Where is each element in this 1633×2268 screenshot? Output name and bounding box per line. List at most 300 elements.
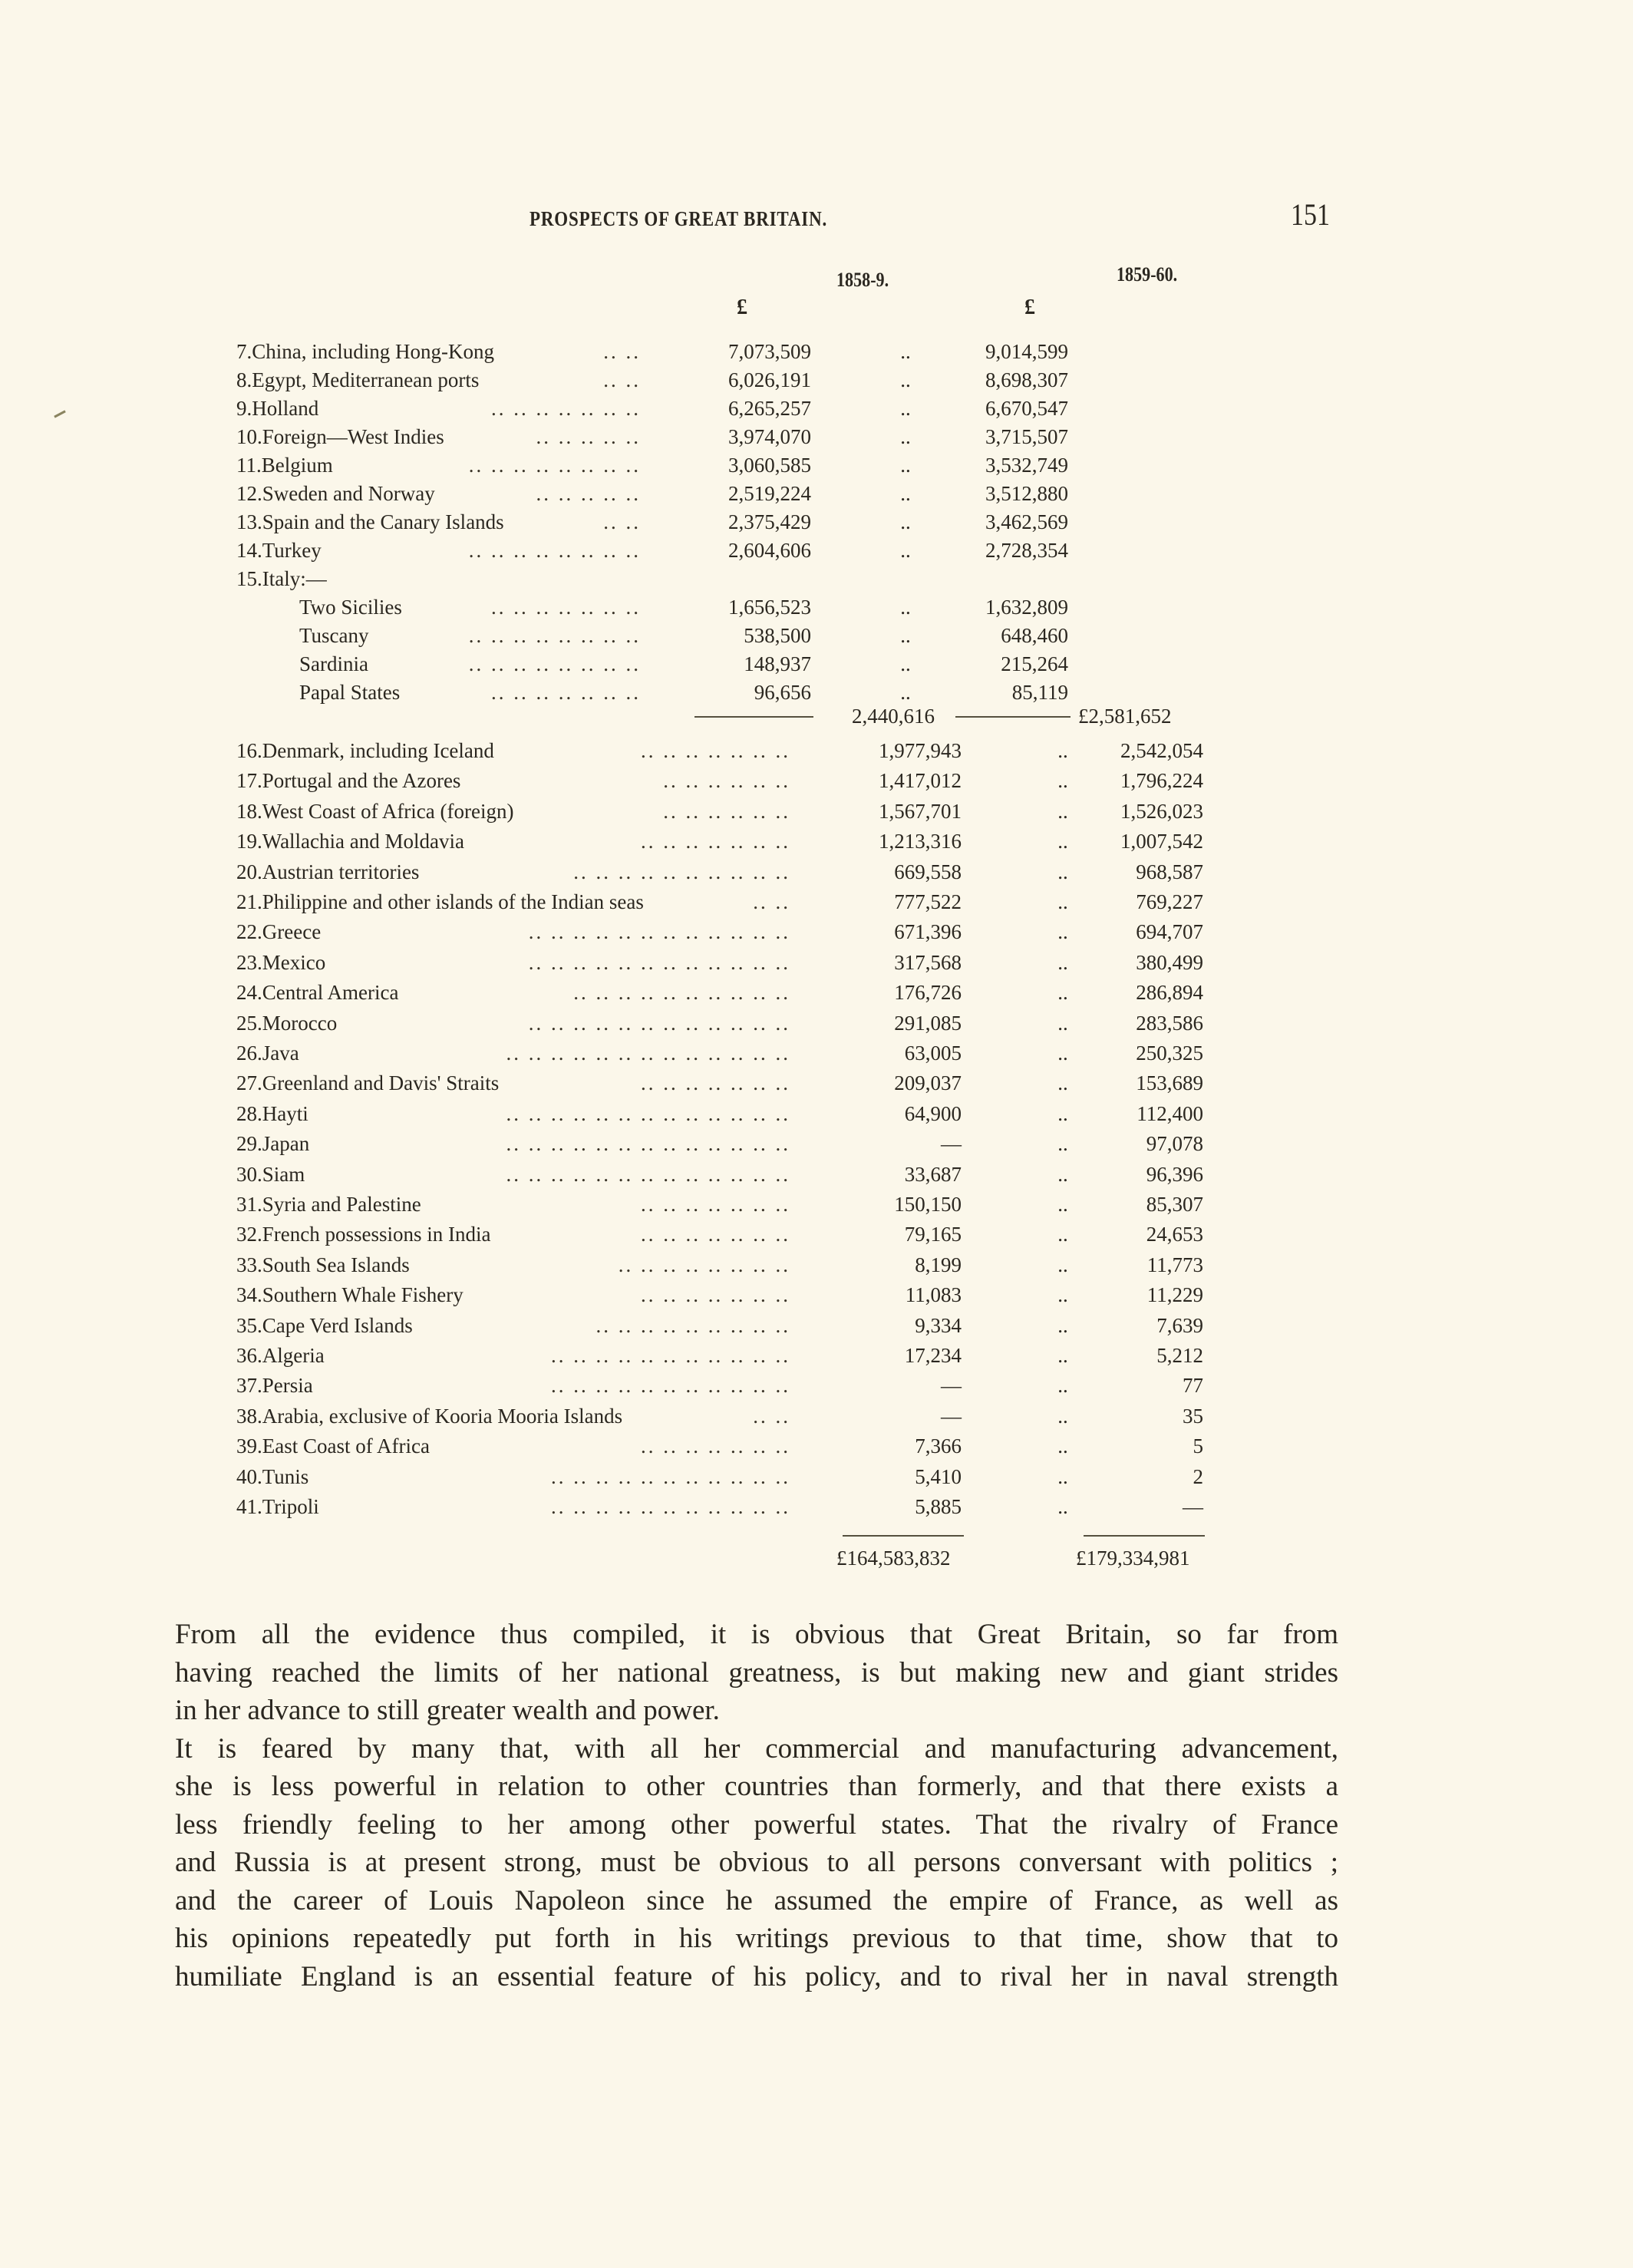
separator-dots: .. xyxy=(1057,1495,1068,1518)
row-label xyxy=(236,796,513,827)
value-1858-9: 79,165 xyxy=(904,1223,962,1246)
table-row xyxy=(0,1038,1633,1068)
value-1858-9: 17,234 xyxy=(904,1344,962,1367)
separator-dots: .. xyxy=(1057,799,1068,823)
value-1859-60: 11,229 xyxy=(1146,1283,1203,1307)
dot-leader: .. .. .. .. .. .. .. xyxy=(641,1193,790,1216)
dot-leader: .. .. xyxy=(603,510,641,533)
dot-leader: .. .. .. .. .. .. xyxy=(663,769,790,793)
value-1858-9: 1,977,943 xyxy=(879,739,962,762)
separator-dots: .. xyxy=(1057,739,1068,762)
column-header-1859: 1859-60. xyxy=(1117,263,1178,286)
row-label xyxy=(236,478,435,509)
row-number: 26. xyxy=(236,1042,262,1065)
table-row xyxy=(0,916,1633,947)
row-label xyxy=(236,916,321,947)
row-name: Japan xyxy=(262,1132,310,1156)
separator-dots: .. xyxy=(900,397,911,420)
dot-leader: .. .. .. .. .. .. .. xyxy=(641,739,790,762)
value-1859-60: 9,014,599 xyxy=(985,340,1068,363)
dot-leader: .. .. xyxy=(603,340,641,363)
value-1859-60: 215,264 xyxy=(1001,652,1068,675)
page-number: 151 xyxy=(1291,197,1330,232)
dot-leader: .. .. .. .. .. .. .. .. .. .. .. .. .. xyxy=(506,1162,790,1186)
row-name: French possessions in India xyxy=(262,1223,491,1246)
value-1859-60: 648,460 xyxy=(1001,624,1068,647)
value-1858-9: 1,567,701 xyxy=(879,799,962,823)
row-label xyxy=(236,1219,490,1250)
row-label xyxy=(236,507,504,537)
separator-dots: .. xyxy=(1057,830,1068,853)
value-1859-60: 2,542,054 xyxy=(1120,739,1203,762)
value-1859-60: 77 xyxy=(1183,1374,1203,1398)
value-1858-9: 291,085 xyxy=(894,1011,962,1035)
value-1858-9: 7,366 xyxy=(915,1434,962,1458)
row-number: 18. xyxy=(236,799,262,823)
separator-dots: .. xyxy=(1057,1101,1068,1125)
row-label xyxy=(236,977,398,1008)
row-name: Algeria xyxy=(262,1344,325,1367)
text-line: in her advance to still greater wealth and power. xyxy=(175,1695,720,1726)
value-1859-60: 153,689 xyxy=(1136,1071,1203,1095)
text-line: and Russia is at present strong, must be obvious to all persons conversant with politics ; xyxy=(175,1847,1338,1878)
row-number: 41. xyxy=(236,1495,262,1518)
row-number: 40. xyxy=(236,1464,262,1488)
row-name: Sardinia xyxy=(299,652,368,675)
value-1858-9: 2,519,224 xyxy=(728,482,811,505)
separator-dots: .. xyxy=(1057,1071,1068,1095)
row-number: 29. xyxy=(236,1132,262,1156)
text-line: and the career of Louis Napoleon since he assumed the empire of France, as well as xyxy=(175,1884,1338,1916)
value-1859-60: 2,728,354 xyxy=(985,539,1068,562)
value-1858-9: 33,687 xyxy=(904,1162,962,1186)
row-name: Syria and Palestine xyxy=(262,1193,421,1216)
row-label xyxy=(236,765,460,796)
row-name: Spain and the Canary Islands xyxy=(262,510,504,533)
row-name: West Coast of Africa (foreign) xyxy=(262,799,514,823)
row-label xyxy=(236,1461,308,1492)
table-row xyxy=(0,1098,1633,1129)
dot-leader: .. .. .. .. .. .. .. xyxy=(641,1434,790,1458)
row-number: 11. xyxy=(236,454,262,477)
value-1858-9: 669,558 xyxy=(894,860,962,883)
row-name: Turkey xyxy=(262,539,322,562)
table-row xyxy=(0,1128,1633,1159)
value-1859-60: 250,325 xyxy=(1136,1042,1203,1065)
value-1858-9: 6,265,257 xyxy=(728,397,811,420)
table-row xyxy=(0,1491,1633,1522)
separator-dots: .. xyxy=(900,681,911,704)
dot-leader: .. .. .. .. .. .. .. xyxy=(641,1283,790,1307)
value-1859-60: 35 xyxy=(1183,1404,1203,1428)
dot-leader: .. .. .. .. .. .. .. .. xyxy=(468,539,641,562)
row-name: China, including Hong-Kong xyxy=(252,340,494,363)
table-row xyxy=(0,365,1633,395)
separator-dots: .. xyxy=(1057,860,1068,883)
value-1859-60: 3,512,880 xyxy=(985,482,1068,505)
table-row xyxy=(0,977,1633,1008)
row-number: 23. xyxy=(236,950,262,974)
row-name: Siam xyxy=(262,1162,305,1186)
separator-dots: .. xyxy=(1057,1042,1068,1065)
separator-dots: .. xyxy=(1057,769,1068,793)
table-row xyxy=(0,1431,1633,1461)
value-1858-9: 5,410 xyxy=(915,1464,962,1488)
separator-dots: .. xyxy=(900,510,911,533)
table-row xyxy=(0,336,1633,367)
dot-leader: .. .. .. .. .. .. .. .. .. .. xyxy=(573,860,790,883)
value-1859-60: 694,707 xyxy=(1136,920,1203,944)
value-1859-60: — xyxy=(1183,1495,1203,1518)
value-1858-9: 1,656,523 xyxy=(728,596,811,619)
separator-dots: .. xyxy=(1057,1223,1068,1246)
table-row xyxy=(0,765,1633,796)
row-number: 32. xyxy=(236,1223,262,1246)
row-number: 33. xyxy=(236,1253,262,1276)
row-name: Mexico xyxy=(262,950,326,974)
value-1859-60: 7,639 xyxy=(1156,1313,1203,1337)
dot-leader: .. .. .. .. .. .. .. .. xyxy=(468,652,641,675)
row-label xyxy=(236,1068,499,1098)
table-row xyxy=(0,1401,1633,1431)
subtotal-rule xyxy=(955,716,1071,718)
value-1859-60: 11,773 xyxy=(1146,1253,1203,1276)
separator-dots: .. xyxy=(1057,981,1068,1005)
separator-dots: .. xyxy=(1057,1193,1068,1216)
table-row xyxy=(0,1068,1633,1098)
row-label xyxy=(236,826,464,857)
separator-dots: .. xyxy=(1057,1253,1068,1276)
table-row xyxy=(0,886,1633,917)
row-label xyxy=(236,886,644,917)
dot-leader: .. .. .. .. .. xyxy=(536,482,641,505)
dot-leader: .. .. .. .. .. .. .. .. xyxy=(468,624,641,647)
row-name: Holland xyxy=(252,397,319,420)
row-label xyxy=(299,677,400,708)
row-name: Morocco xyxy=(262,1011,338,1035)
value-1859-60: 5 xyxy=(1193,1434,1203,1458)
table-row xyxy=(0,1008,1633,1038)
table-row xyxy=(0,649,1633,679)
value-1858-9: 8,199 xyxy=(915,1253,962,1276)
text-line: It is feared by many that, with all her commercial and manufacturing advancement, xyxy=(175,1732,1338,1765)
dot-leader: .. .. .. .. .. .. .. xyxy=(491,397,641,420)
row-name: Foreign—West Indies xyxy=(262,425,444,448)
row-name: Southern Whale Fishery xyxy=(262,1283,464,1307)
row-number: 14. xyxy=(236,539,262,562)
dot-leader: .. .. .. .. .. .. .. xyxy=(641,1223,790,1246)
row-number: 36. xyxy=(236,1344,262,1367)
value-1858-9: 671,396 xyxy=(894,920,962,944)
value-1859-60: 8,698,307 xyxy=(985,368,1068,391)
row-name: Cape Verd Islands xyxy=(262,1313,413,1337)
row-name: Italy:— xyxy=(262,567,327,590)
dot-leader: .. .. .. .. .. .. .. .. .. .. .. xyxy=(551,1495,790,1518)
row-number: 13. xyxy=(236,510,262,533)
row-number: 27. xyxy=(236,1071,262,1095)
paragraph xyxy=(175,1616,1338,1730)
value-1858-9: 1,417,012 xyxy=(879,769,962,793)
total-rule xyxy=(1084,1535,1205,1537)
row-label xyxy=(236,1008,337,1038)
row-label xyxy=(236,1340,325,1371)
dot-leader: .. .. .. .. .. .. .. .. .. .. .. xyxy=(551,1344,790,1367)
table-row xyxy=(0,1461,1633,1492)
separator-dots: .. xyxy=(1057,890,1068,913)
row-label xyxy=(299,620,369,651)
row-number: 17. xyxy=(236,769,262,793)
separator-dots: .. xyxy=(900,482,911,505)
total-rule xyxy=(843,1535,964,1537)
row-label xyxy=(236,1370,313,1401)
running-title: PROSPECTS OF GREAT BRITAIN. xyxy=(529,207,828,230)
dot-leader: .. .. .. .. .. .. .. .. .. .. .. .. xyxy=(528,920,790,944)
table-row xyxy=(0,857,1633,887)
row-label xyxy=(236,1491,319,1522)
value-1859-60: 1,526,023 xyxy=(1120,799,1203,823)
separator-dots: .. xyxy=(1057,1344,1068,1367)
separator-dots: .. xyxy=(900,425,911,448)
row-label xyxy=(236,1310,413,1341)
row-label xyxy=(236,535,322,566)
value-1859-60: 1,796,224 xyxy=(1120,769,1203,793)
value-1859-60: 769,227 xyxy=(1136,890,1203,913)
value-1859-60: 112,400 xyxy=(1137,1101,1203,1125)
italy-subtotal-1859: £2,581,652 xyxy=(1078,705,1172,728)
separator-dots: .. xyxy=(1057,1011,1068,1035)
value-1859-60: 2 xyxy=(1193,1464,1203,1488)
row-label xyxy=(236,1279,464,1310)
row-number: 7. xyxy=(236,340,252,363)
table-row xyxy=(0,1370,1633,1401)
dot-leader: .. .. .. .. .. .. xyxy=(663,799,790,823)
table-row xyxy=(0,1340,1633,1371)
row-name: Belgium xyxy=(261,454,333,477)
row-label xyxy=(236,1189,421,1220)
value-1858-9: 2,375,429 xyxy=(728,510,811,533)
value-1859-60: 380,499 xyxy=(1136,950,1203,974)
dot-leader: .. .. .. .. .. .. .. xyxy=(491,681,641,704)
dot-leader: .. .. .. .. .. .. .. .. .. .. .. .. .. xyxy=(506,1101,790,1125)
value-1858-9: 7,073,509 xyxy=(728,340,811,363)
value-1859-60: 97,078 xyxy=(1146,1132,1203,1156)
value-1858-9: 64,900 xyxy=(904,1101,962,1125)
row-label xyxy=(236,1159,305,1190)
separator-dots: .. xyxy=(1057,1283,1068,1307)
dot-leader: .. .. .. .. .. .. .. xyxy=(491,596,641,619)
row-name: Tuscany xyxy=(299,624,369,647)
value-1858-9: 9,334 xyxy=(915,1313,962,1337)
value-1859-60: 283,586 xyxy=(1136,1011,1203,1035)
row-label xyxy=(236,1250,410,1280)
row-number: 37. xyxy=(236,1374,262,1398)
separator-dots: .. xyxy=(1057,1464,1068,1488)
row-label xyxy=(236,857,419,887)
row-number: 24. xyxy=(236,981,262,1005)
dot-leader: .. .. .. .. .. .. .. .. .. .. .. .. .. xyxy=(506,1132,790,1156)
value-1858-9: 63,005 xyxy=(904,1042,962,1065)
value-1858-9: 209,037 xyxy=(894,1071,962,1095)
row-number: 35. xyxy=(236,1313,262,1337)
value-1858-9: 148,937 xyxy=(744,652,811,675)
row-number: 15. xyxy=(236,567,262,590)
table-row xyxy=(0,826,1633,857)
row-name: Persia xyxy=(262,1374,313,1398)
value-1859-60: 96,396 xyxy=(1146,1162,1203,1186)
text-line: humiliate England is an essential feature of his policy, and to rival her in naval strength xyxy=(175,1960,1338,1992)
row-number: 22. xyxy=(236,920,262,944)
row-number: 31. xyxy=(236,1193,262,1216)
separator-dots: .. xyxy=(900,652,911,675)
dot-leader: .. .. .. .. .. .. .. .. xyxy=(618,1253,790,1276)
row-label xyxy=(236,735,494,766)
dot-leader: .. .. .. .. .. .. .. .. .. .. .. xyxy=(551,1374,790,1398)
row-label xyxy=(236,1038,299,1068)
row-name: Greece xyxy=(262,920,322,944)
grand-total-1859: £179,334,981 xyxy=(1076,1547,1190,1570)
value-1858-9: 96,656 xyxy=(754,681,811,704)
value-1859-60: 3,462,569 xyxy=(985,510,1068,533)
separator-dots: .. xyxy=(1057,1132,1068,1156)
dot-leader: .. .. .. .. .. .. .. .. .. .. .. .. xyxy=(528,950,790,974)
row-label xyxy=(236,1128,309,1159)
table-row xyxy=(0,1279,1633,1310)
table-row xyxy=(0,393,1633,424)
value-1859-60: 968,587 xyxy=(1136,860,1203,883)
row-number: 25. xyxy=(236,1011,262,1035)
row-name: Austrian territories xyxy=(262,860,420,883)
value-1858-9: — xyxy=(941,1132,962,1156)
row-name: Central America xyxy=(262,981,399,1005)
table-row xyxy=(0,1310,1633,1341)
row-name: Two Sicilies xyxy=(299,596,402,619)
table-row xyxy=(0,450,1633,480)
dot-leader: .. .. xyxy=(753,1404,790,1428)
value-1859-60: 3,715,507 xyxy=(985,425,1068,448)
row-number: 16. xyxy=(236,739,262,762)
dot-leader: .. .. .. .. .. xyxy=(536,425,641,448)
row-name: Portugal and the Azores xyxy=(262,769,461,793)
row-number: 9. xyxy=(236,397,252,420)
row-name: Java xyxy=(262,1042,299,1065)
value-1858-9: 317,568 xyxy=(894,950,962,974)
separator-dots: .. xyxy=(900,368,911,391)
body-text xyxy=(175,1616,1338,1996)
dot-leader: .. .. .. .. .. .. .. .. xyxy=(468,454,641,477)
row-label xyxy=(236,1431,430,1461)
dot-leader: .. .. .. .. .. .. .. .. .. .. .. .. .. xyxy=(506,1042,790,1065)
value-1858-9: 150,150 xyxy=(894,1193,962,1216)
currency-symbol-1: £ xyxy=(737,295,747,319)
dot-leader: .. .. xyxy=(603,368,641,391)
row-number: 20. xyxy=(236,860,262,883)
row-name: Greenland and Davis' Straits xyxy=(262,1071,500,1095)
value-1859-60: 5,212 xyxy=(1156,1344,1203,1367)
dot-leader: .. .. .. .. .. .. .. xyxy=(641,830,790,853)
row-name: Tripoli xyxy=(262,1495,319,1518)
row-label xyxy=(236,336,494,367)
table-row xyxy=(0,1219,1633,1250)
table-row xyxy=(0,1189,1633,1220)
separator-dots: .. xyxy=(1057,1434,1068,1458)
value-1858-9: 1,213,316 xyxy=(879,830,962,853)
table-row xyxy=(0,1250,1633,1280)
separator-dots: .. xyxy=(900,340,911,363)
value-1859-60: 85,307 xyxy=(1146,1193,1203,1216)
separator-dots: .. xyxy=(900,454,911,477)
value-1858-9: 777,522 xyxy=(894,890,962,913)
text-line: his opinions repeatedly put forth in his writings previous to that time, show that to xyxy=(175,1923,1338,1954)
row-label xyxy=(236,1401,622,1431)
row-label xyxy=(236,947,325,978)
table-row xyxy=(0,507,1633,537)
value-1858-9: 176,726 xyxy=(894,981,962,1005)
row-number: 34. xyxy=(236,1283,262,1307)
separator-dots: .. xyxy=(900,624,911,647)
paragraph xyxy=(175,1730,1338,1996)
table-row xyxy=(0,677,1633,708)
dot-leader: .. .. .. .. .. .. .. .. .. xyxy=(595,1313,790,1337)
row-number: 12. xyxy=(236,482,262,505)
row-number: 8. xyxy=(236,368,252,391)
row-name: Wallachia and Moldavia xyxy=(262,830,464,853)
separator-dots: .. xyxy=(1057,1162,1068,1186)
currency-symbol-2: £ xyxy=(1024,295,1035,319)
value-1859-60: 24,653 xyxy=(1146,1223,1203,1246)
row-name: Hayti xyxy=(262,1101,308,1125)
table-row xyxy=(0,563,1633,594)
value-1859-60: 6,670,547 xyxy=(985,397,1068,420)
row-number: 10. xyxy=(236,425,262,448)
row-name: Egypt, Mediterranean ports xyxy=(252,368,480,391)
row-name: Philippine and other islands of the Indian seas xyxy=(262,890,644,913)
table-row xyxy=(0,535,1633,566)
row-label xyxy=(236,563,327,594)
row-label xyxy=(236,421,444,452)
row-label xyxy=(299,649,368,679)
italy-subtotal-1858: 2,440,616 xyxy=(852,705,935,728)
value-1858-9: 2,604,606 xyxy=(728,539,811,562)
table-row xyxy=(0,735,1633,766)
row-number: 39. xyxy=(236,1434,262,1458)
value-1858-9: 538,500 xyxy=(744,624,811,647)
row-name: Sweden and Norway xyxy=(262,482,435,505)
value-1859-60: 85,119 xyxy=(1011,681,1068,704)
separator-dots: .. xyxy=(900,539,911,562)
row-name: Tunis xyxy=(262,1464,309,1488)
row-name: Papal States xyxy=(299,681,401,704)
value-1858-9: 5,885 xyxy=(915,1495,962,1518)
row-label xyxy=(299,592,402,622)
text-line: she is less powerful in relation to other countries than formerly, and that there exists a xyxy=(175,1771,1338,1802)
value-1858-9: 3,974,070 xyxy=(728,425,811,448)
separator-dots: .. xyxy=(1057,920,1068,944)
text-line: having reached the limits of her national greatness, is but making new and giant strides xyxy=(175,1656,1338,1689)
row-number: 19. xyxy=(236,830,262,853)
value-1858-9: 11,083 xyxy=(905,1283,962,1307)
row-name: South Sea Islands xyxy=(262,1253,410,1276)
column-header-1858: 1858-9. xyxy=(836,269,889,291)
value-1858-9: 3,060,585 xyxy=(728,454,811,477)
row-number: 38. xyxy=(236,1404,262,1428)
dot-leader: .. .. .. .. .. .. .. .. .. .. .. xyxy=(551,1464,790,1488)
table-row xyxy=(0,1159,1633,1190)
dot-leader: .. .. .. .. .. .. .. xyxy=(641,1071,790,1095)
row-name: East Coast of Africa xyxy=(262,1434,430,1458)
table-row xyxy=(0,421,1633,452)
row-label xyxy=(236,365,479,395)
text-line: less friendly feeling to her among other powerful states. That the rivalry of France xyxy=(175,1808,1338,1840)
